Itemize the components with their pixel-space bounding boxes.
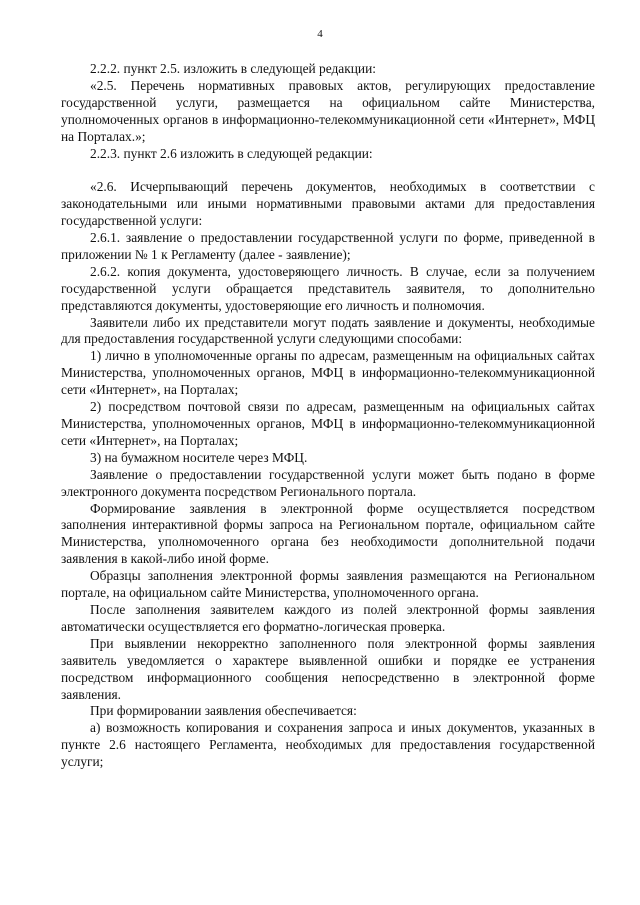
paragraph-electronic-submission: Заявление о предоставлении государственной услуги может быть подано в форме электронного документа посредством Регионального портала. — [61, 466, 595, 499]
page-number: 4 — [317, 28, 323, 40]
paragraph-2-6-1: 2.6.1. заявление о предоставлении государственной услуги по форме, приведенной в приложении № 1 к Регламенту (далее - заявление); — [61, 230, 595, 262]
list-item-by-post: 2) посредством почтовой связи по адресам, размещенным на официальных сайтах Министерства, уполномоченных органов, МФЦ в информационно-телекоммуникационной сети «Интернет», на Порталах; — [61, 399, 595, 448]
paragraph-2-6-text: «2.6. Исчерпывающий перечень документов, необходимых в соответствии с законодательными или иными нормативными правовыми актами для предоставления государственной услуги: — [61, 179, 595, 229]
list-item-in-person: 1) лично в уполномоченные органы по адресам, размещенным на официальных сайтах Министерства, уполномоченных органов, МФЦ в информационно-телекоммуникационной сети «Интернет», на Порталах; — [61, 348, 595, 398]
document-body — [61, 61, 595, 771]
paragraph-form-samples: Образцы заполнения электронной формы заявления размещаются на Региональном портале, на официальном сайте Министерства, уполномоченного органа. — [61, 568, 595, 601]
list-item-paper-mfc: 3) на бумажном носителе через МФЦ. — [90, 449, 308, 465]
paragraph-submission-methods: Заявители либо их представители могут подать заявление и документы, необходимые для предоставления государственной услуги следующими способами: — [61, 314, 595, 347]
paragraph-2-5-text: «2.5. Перечень нормативных правовых актов, регулирующих предоставление государственной услуги, размещается на официальном сайте Министерства, уполномоченных органов в информационно-телекоммуникационной сети «Интернет», МФЦ на Порталах.»; — [61, 77, 595, 144]
paragraph-2-2-3: 2.2.3. пункт 2.6 изложить в следующей редакции: — [90, 145, 373, 161]
paragraph-error-notice: При выявлении некорректно заполненного поля электронной формы заявления заявитель уведомляется о характере выявленной ошибки и порядке ее устранения посредством информационного сообщения непосредственно в электронной форме заявления. — [61, 635, 595, 702]
list-item-copy-save: а) возможность копирования и сохранения запроса и иных документов, указанных в пункте 2.6 настоящего Регламента, необходимых для предоставления государственной услуги; — [61, 720, 595, 770]
paragraph-2-2-2: 2.2.2. пункт 2.5. изложить в следующей редакции: — [90, 61, 376, 76]
paragraph-electronic-form: Формирование заявления в электронной форме осуществляется посредством заполнения интерактивной формы запроса на Региональном портале, официальном сайте Министерства, уполномоченного органа без необходимости дополнительной подачи заявления в какой-либо иной форме. — [61, 500, 595, 567]
paragraph-2-6-2: 2.6.2. копия документа, удостоверяющего личность. В случае, если за получением государственной услуги обращается представитель заявителя, то дополнительно представляются документы, удостоверяющие его личность и полномочия. — [61, 263, 595, 313]
paragraph-format-check: После заполнения заявителем каждого из полей электронной формы заявления автоматически осуществляется его форматно-логическая проверка. — [61, 601, 595, 634]
paragraph-provided-features: При формировании заявления обеспечивается: — [90, 703, 357, 719]
